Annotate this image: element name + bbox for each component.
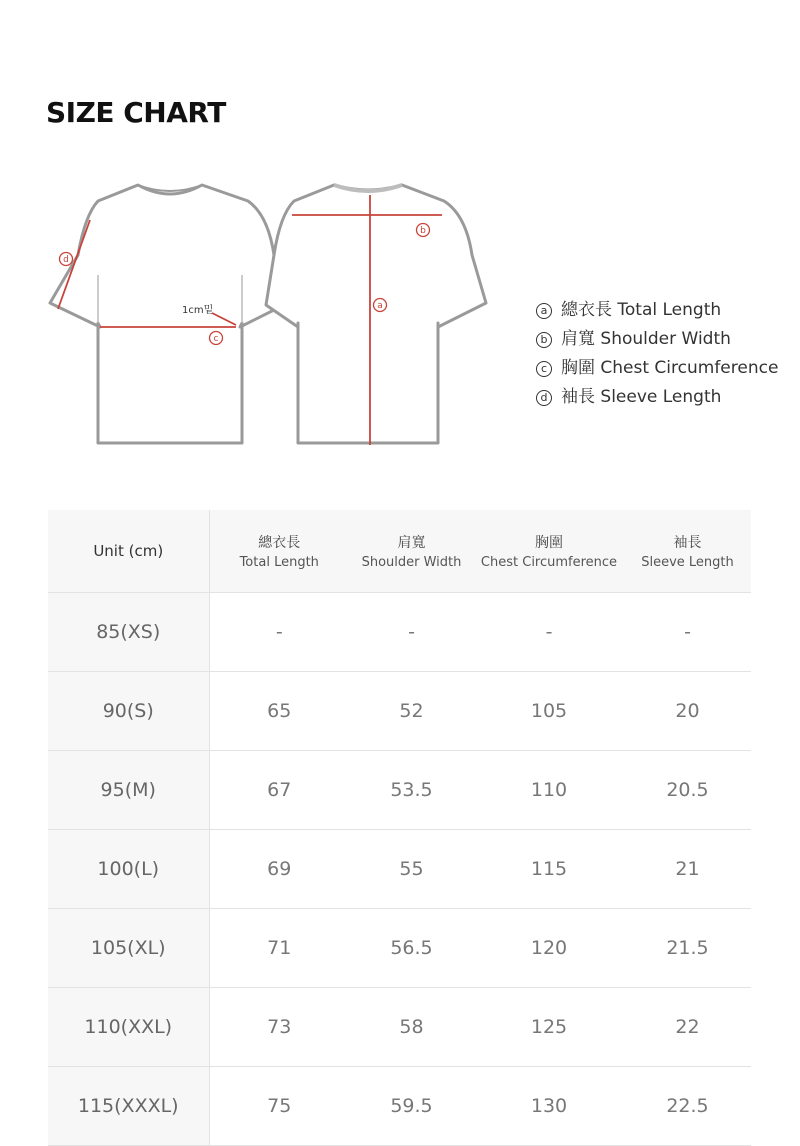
page-title: SIZE CHART xyxy=(46,96,226,129)
shoulder-width-value: 59.5 xyxy=(349,1067,474,1146)
total-length-value: 73 xyxy=(209,988,349,1067)
chest-value: - xyxy=(474,593,624,672)
total-length-value: 65 xyxy=(209,672,349,751)
column-header-chest: 胸圍 Chest Circumference xyxy=(474,510,624,593)
table-row xyxy=(48,672,751,751)
size-label: 95(M) xyxy=(48,751,209,830)
tshirt-back-illustration xyxy=(266,185,486,443)
legend-en: Shoulder Width xyxy=(600,329,731,349)
size-label: 110(XXL) xyxy=(48,988,209,1067)
chest-value: 125 xyxy=(474,988,624,1067)
unit-header: Unit (cm) xyxy=(48,510,209,593)
table-header-row xyxy=(48,510,751,593)
shoulder-width-value: 55 xyxy=(349,830,474,909)
legend-item-sleeve-length xyxy=(536,383,778,412)
shoulder-width-value: 56.5 xyxy=(349,909,474,988)
legend-zh: 總衣長 xyxy=(561,300,612,320)
shoulder-width-value: 52 xyxy=(349,672,474,751)
legend-mark-c: c xyxy=(536,361,552,377)
sleeve-length-value: 20 xyxy=(624,672,751,751)
legend-zh: 袖長 xyxy=(561,387,595,407)
total-length-value: 67 xyxy=(209,751,349,830)
size-label: 100(L) xyxy=(48,830,209,909)
total-length-value: 69 xyxy=(209,830,349,909)
shoulder-width-value: 53.5 xyxy=(349,751,474,830)
legend-en: Total Length xyxy=(617,300,722,320)
size-label: 90(S) xyxy=(48,672,209,751)
tshirt-front-illustration xyxy=(50,185,288,443)
legend-zh: 胸圍 xyxy=(561,358,595,378)
sleeve-length-value: - xyxy=(624,593,751,672)
marker-a: a xyxy=(377,301,383,311)
size-table xyxy=(48,510,751,1146)
legend-item-chest xyxy=(536,354,778,383)
total-length-value: 75 xyxy=(209,1067,349,1146)
chest-value: 115 xyxy=(474,830,624,909)
marker-d: d xyxy=(63,255,69,265)
table-row xyxy=(48,751,751,830)
sleeve-length-value: 21.5 xyxy=(624,909,751,988)
table-row xyxy=(48,593,751,672)
sleeve-length-value: 20.5 xyxy=(624,751,751,830)
chest-value: 105 xyxy=(474,672,624,751)
shoulder-width-value: - xyxy=(349,593,474,672)
chest-value: 110 xyxy=(474,751,624,830)
sleeve-length-value: 22 xyxy=(624,988,751,1067)
sleeve-length-value: 21 xyxy=(624,830,751,909)
column-header-sleeve-length: 袖長 Sleeve Length xyxy=(624,510,751,593)
tshirt-diagram xyxy=(40,175,500,455)
table-row xyxy=(48,830,751,909)
column-header-total-length: 總衣長 Total Length xyxy=(209,510,349,593)
total-length-value: 71 xyxy=(209,909,349,988)
legend-mark-a: a xyxy=(536,303,552,319)
measurement-legend xyxy=(536,296,778,412)
column-header-shoulder-width: 肩寬 Shoulder Width xyxy=(349,510,474,593)
legend-mark-d: d xyxy=(536,390,552,406)
table-row xyxy=(48,988,751,1067)
offset-note: 1cm밑 xyxy=(182,305,214,316)
size-label: 105(XL) xyxy=(48,909,209,988)
marker-b: b xyxy=(420,226,426,236)
legend-item-total-length xyxy=(536,296,778,325)
size-label: 85(XS) xyxy=(48,593,209,672)
table-row xyxy=(48,1067,751,1146)
legend-en: Sleeve Length xyxy=(600,387,722,407)
legend-mark-b: b xyxy=(536,332,552,348)
sleeve-length-value: 22.5 xyxy=(624,1067,751,1146)
legend-en: Chest Circumference xyxy=(600,358,779,378)
chest-value: 120 xyxy=(474,909,624,988)
chest-value: 130 xyxy=(474,1067,624,1146)
marker-c: c xyxy=(213,334,219,344)
legend-item-shoulder-width xyxy=(536,325,778,354)
table-row xyxy=(48,909,751,988)
legend-zh: 肩寬 xyxy=(561,329,595,349)
size-label: 115(XXXL) xyxy=(48,1067,209,1146)
shoulder-width-value: 58 xyxy=(349,988,474,1067)
total-length-value: - xyxy=(209,593,349,672)
